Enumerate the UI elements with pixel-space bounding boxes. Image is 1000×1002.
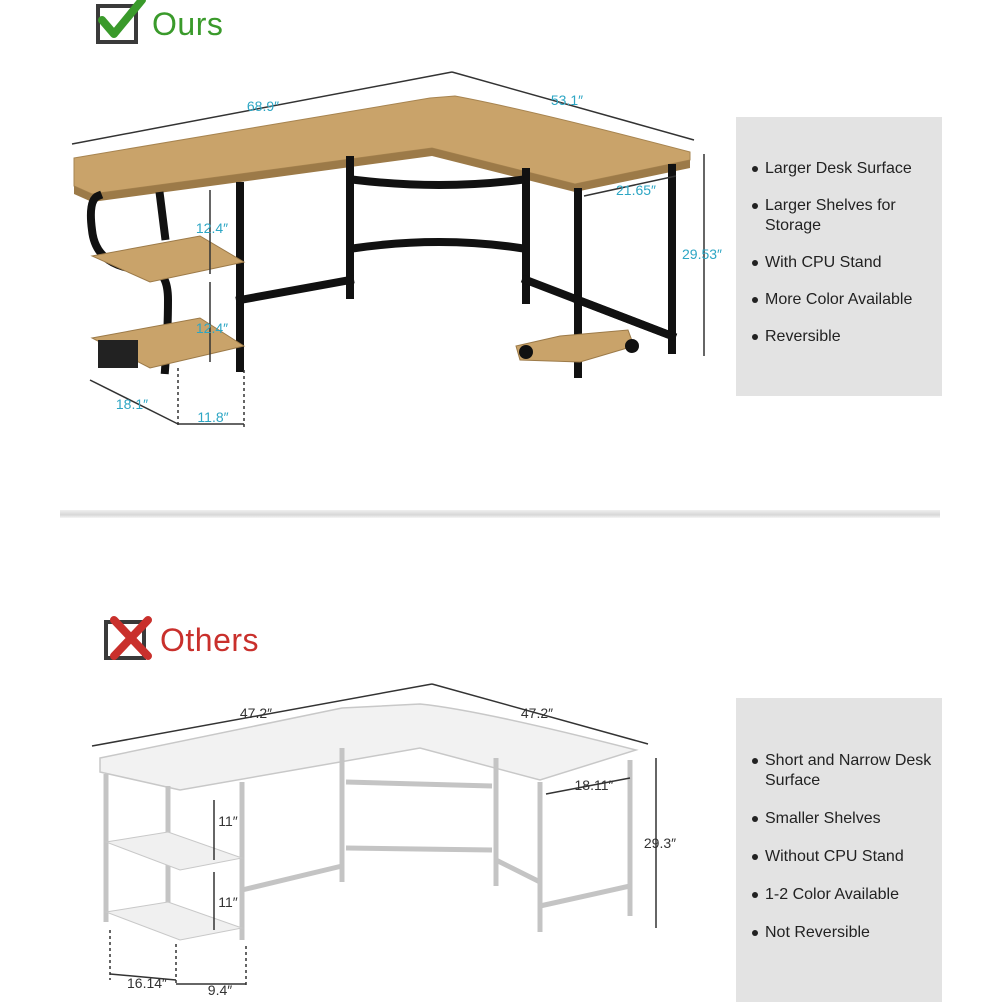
ours-heading-label: Ours (152, 5, 224, 42)
ours-feature-panel (736, 117, 942, 396)
others-side-depth-label: 18.11″ (574, 777, 614, 793)
ours-shelf-gap-bottom-label: 12.4″ (195, 320, 229, 336)
ours-feature-item: Larger Shelves for Storage (752, 196, 942, 236)
others-feature-item: Without CPU Stand (752, 847, 942, 867)
ours-width-label: 68.9″ (246, 98, 280, 114)
others-heading-label: Others (160, 621, 260, 658)
ours-side-depth-label: 21.65″ (616, 182, 656, 198)
others-feature-item: Not Reversible (752, 923, 942, 943)
others-shelf-width-label: 9.4″ (207, 982, 233, 998)
others-feature-item: 1-2 Color Available (752, 885, 942, 905)
others-shelf-gap-top-label: 11″ (218, 813, 238, 829)
ours-feature-item: Reversible (752, 327, 942, 347)
ours-side-length-label: 53.1″ (550, 92, 584, 108)
ours-shelf-depth-label: 18.1″ (115, 396, 149, 412)
others-section (0, 560, 1000, 1000)
ours-height-label: 29.53″ (682, 246, 722, 262)
bullet-icon (752, 816, 758, 822)
others-feature-item: Short and Narrow Desk Surface (752, 751, 942, 791)
ours-shelf-width-label: 11.8″ (197, 409, 229, 425)
others-feature-panel (736, 698, 942, 1002)
others-feature-item: Smaller Shelves (752, 809, 942, 829)
others-shelf-gap-bottom-label: 11″ (218, 894, 238, 910)
others-width-label: 47.2″ (239, 705, 273, 721)
ours-feature-item: More Color Available (752, 290, 942, 310)
bullet-icon (752, 758, 758, 764)
others-side-length-label: 47.2″ (520, 705, 554, 721)
others-height-label: 29.3″ (643, 835, 677, 851)
bullet-icon (752, 334, 758, 340)
section-divider (60, 510, 940, 518)
bullet-icon (752, 930, 758, 936)
bullet-icon (752, 854, 758, 860)
ours-feature-item: With CPU Stand (752, 253, 942, 273)
ours-section (0, 0, 1000, 500)
bullet-icon (752, 166, 758, 172)
bullet-icon (752, 297, 758, 303)
bullet-icon (752, 892, 758, 898)
bullet-icon (752, 260, 758, 266)
bullet-icon (752, 203, 758, 209)
ours-feature-item: Larger Desk Surface (752, 159, 942, 179)
ours-shelf-gap-top-label: 12.4″ (195, 220, 229, 236)
others-shelf-depth-label: 16.14″ (127, 975, 167, 991)
